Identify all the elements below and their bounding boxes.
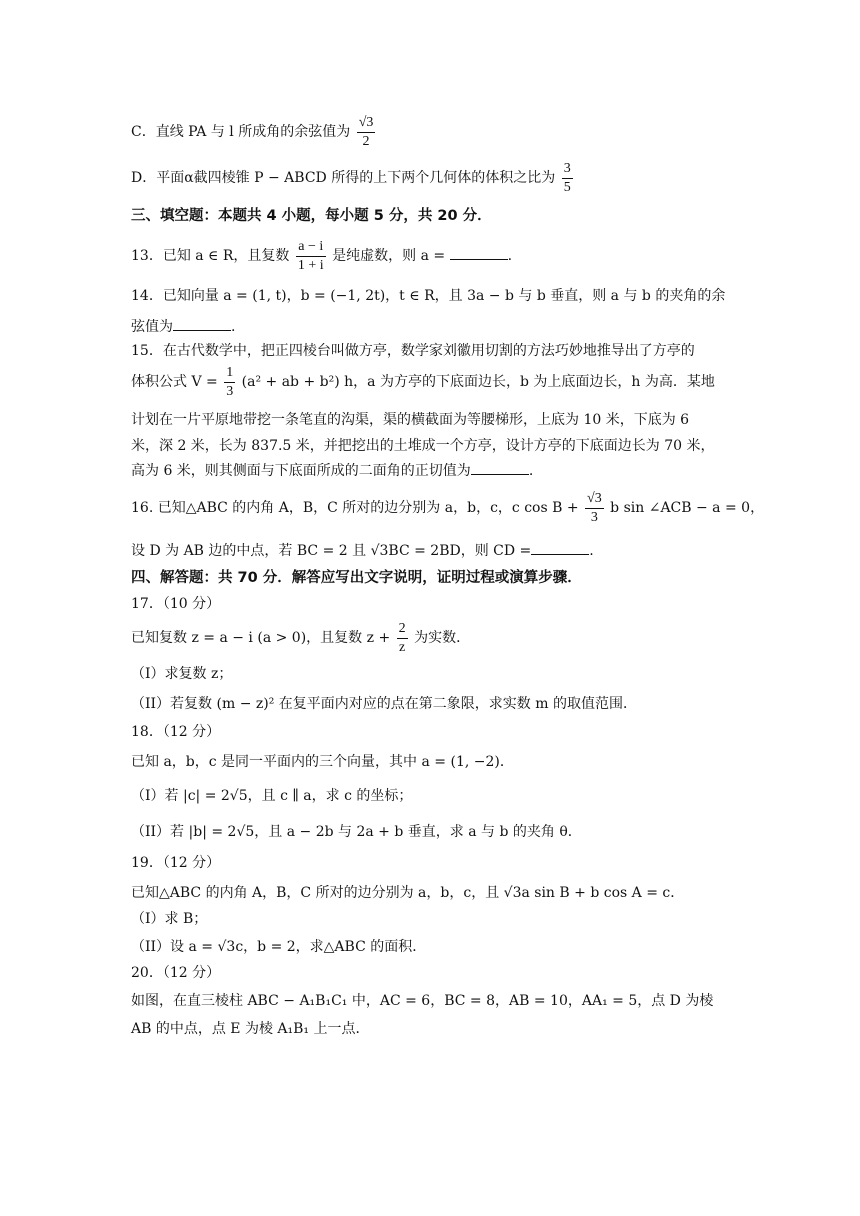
question-15-line-1: 15．在古代数学中，把正四棱台叫做方亭，数学家刘徽用切割的方法巧妙地推导出了方亭的 — [131, 343, 695, 359]
question-19-part-2: （II）设 a = √3c，b = 2，求△ABC 的面积． — [131, 939, 427, 955]
question-17-stem: 已知复数 z = a − i (a > 0)，且复数 z + $\frac{2}{z}$ 为实数． — [131, 620, 471, 655]
question-15-line-2: 体积公式 V = $\frac{1}{3}$ (a² + ab + b²) h，a 为方亭的下底面边长，b 为上底面边长，h 为高．某地 — [131, 364, 715, 399]
question-17-header: 17．（10 分） — [131, 596, 221, 612]
q13-suffix: 是纯虚数，则 a = — [332, 248, 446, 264]
question-16-line-2: 设 D 为 AB 边的中点，若 BC = 2 且 √3BC = 2BD，则 CD = . — [131, 540, 740, 561]
q15-fraction: $\frac{1}{3}$ — [226, 364, 234, 399]
question-18-part-2: （II）若 |b| = 2√5，且 a − 2b 与 2a + b 垂直，求 a 与 b 的夹角 θ． — [131, 824, 582, 840]
section-3-heading: 三、填空题：本题共 4 小题，每小题 5 分，共 20 分． — [131, 208, 492, 224]
question-14-line-1: 14．已知向量 a = (1, t)，b = (−1, 2t)，t ∈ R，且 3a − b 与 b 垂直，则 a 与 b 的夹角的余 — [131, 288, 726, 304]
question-15-line-5: 高为 6 米，则其侧面与下底面所成的二面角的正切值为 . — [131, 460, 740, 481]
question-18-header: 18．（12 分） — [131, 724, 221, 740]
question-20-line-1: 如图，在直三棱柱 ABC − A₁B₁C₁ 中，AC = 6，BC = 8，AB = 10，AA₁ = 5，点 D 为棱 — [131, 993, 714, 1009]
option-d — [131, 158, 740, 198]
option-d-text: D．平面α截四棱锥 P − ABCD 所得的上下两个几何体的体积之比为 — [131, 170, 556, 186]
question-13: 13．已知 a ∈ R，且复数 $\frac{a - i}{1 + i}$ 是纯虚数，则 a = . — [131, 238, 513, 273]
question-18-part-1: （I）若 |c| = 2√5，且 c ∥ a，求 c 的坐标； — [131, 788, 413, 804]
question-15-line-4: 米，深 2 米，长为 837.5 米，并把挖出的土堆成一个方亭，设计方亭的下底面边长为 70 米， — [131, 438, 715, 454]
q15-answer-blank — [471, 460, 529, 475]
option-c-text: C．直线 PA 与 l 所成角的余弦值为 — [131, 124, 351, 140]
question-17-part-1: （I）求复数 z； — [131, 666, 233, 682]
question-14-line-2: 弦值为 . — [131, 316, 740, 337]
q16-fraction: $\frac{√3}{3}$ — [587, 490, 602, 525]
question-17-part-2: （II）若复数 (m − z)² 在复平面内对应的点在第二象限，求实数 m 的取值范围． — [131, 696, 637, 712]
question-20-header: 20．（12 分） — [131, 965, 221, 981]
question-19-part-1: （I）求 B； — [131, 911, 208, 927]
q14-answer-blank — [173, 316, 231, 331]
option-c-fraction: $\frac{√3}{2}$ — [358, 114, 374, 149]
option-d-fraction: $\frac{3}{5}$ — [563, 160, 571, 195]
q16-answer-blank — [531, 540, 589, 555]
question-15-line-3: 计划在一片平原地带挖一条笔直的沟渠，渠的横截面为等腰梯形，上底为 10 米，下底为 6 — [131, 412, 690, 428]
q13-fraction: $\frac{a - i}{1 + i}$ — [297, 238, 324, 273]
section-4-heading: 四、解答题：共 70 分．解答应写出文字说明，证明过程或演算步骤． — [131, 570, 582, 586]
q13-prefix: 13．已知 a ∈ R，且复数 — [131, 248, 290, 264]
question-16-line-1: 16. 已知△ABC 的内角 A，B，C 所对的边分别为 a，b，c，c cos B + $\frac{√3}{3}$ b sin ∠ACB − a = 0， — [131, 490, 765, 525]
option-c — [131, 112, 740, 152]
question-20-line-2: AB 的中点，点 E 为棱 A₁B₁ 上一点． — [131, 1021, 370, 1037]
q17-fraction: $\frac{2}{z}$ — [398, 620, 406, 655]
question-19-stem: 已知△ABC 的内角 A，B，C 所对的边分别为 a，b，c，且 √3a sin B + b cos A = c． — [131, 885, 685, 901]
question-18-stem: 已知 a，b，c 是同一平面内的三个向量，其中 a = (1, −2)． — [131, 754, 514, 770]
q13-answer-blank — [450, 245, 508, 260]
question-19-header: 19．（12 分） — [131, 855, 221, 871]
